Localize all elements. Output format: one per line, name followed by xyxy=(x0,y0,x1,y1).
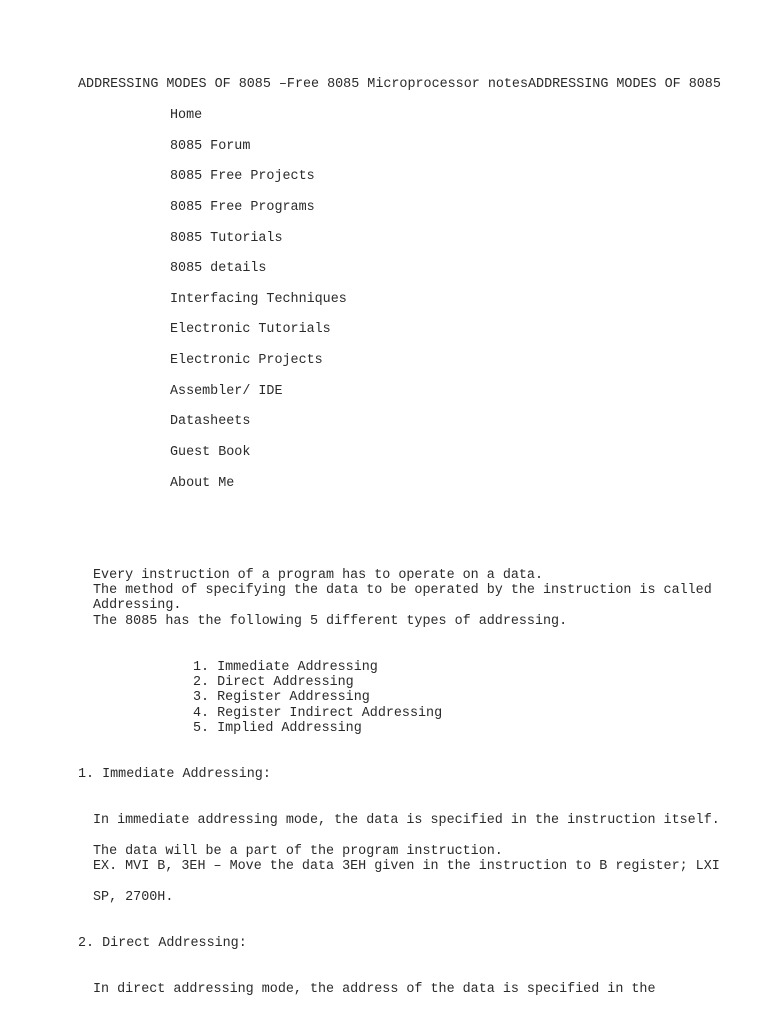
nav-link-8085-free-programs[interactable]: 8085 Free Programs xyxy=(170,200,315,215)
page-title: ADDRESSING MODES OF 8085 –Free 8085 Microprocessor notesADDRESSING MODES OF 8085 xyxy=(78,77,721,92)
addressing-type-item: 3. Register Addressing xyxy=(193,690,370,705)
nav-link-assembler-ide[interactable]: Assembler/ IDE xyxy=(170,384,283,399)
section-heading-direct: 2. Direct Addressing: xyxy=(78,936,247,951)
nav-link-electronic-tutorials[interactable]: Electronic Tutorials xyxy=(170,322,331,337)
nav-link-8085-tutorials[interactable]: 8085 Tutorials xyxy=(170,231,283,246)
section-heading-immediate: 1. Immediate Addressing: xyxy=(78,767,271,782)
intro-line-4: The 8085 has the following 5 different types of addressing. xyxy=(93,614,568,629)
immediate-text-line-2: The data will be a part of the program instruction. xyxy=(93,844,503,859)
addressing-type-item: 4. Register Indirect Addressing xyxy=(193,706,443,721)
immediate-text-line-1: In immediate addressing mode, the data is specified in the instruction itself. xyxy=(93,813,720,828)
nav-link-home[interactable]: Home xyxy=(170,108,203,123)
addressing-type-item: 5. Implied Addressing xyxy=(193,721,362,736)
nav-link-interfacing-techniques[interactable]: Interfacing Techniques xyxy=(170,292,347,307)
nav-link-guest-book[interactable]: Guest Book xyxy=(170,445,251,460)
nav-link-about-me[interactable]: About Me xyxy=(170,476,235,491)
nav-link-electronic-projects[interactable]: Electronic Projects xyxy=(170,353,323,368)
direct-text-line-1: In direct addressing mode, the address of the data is specified in the xyxy=(93,982,656,997)
immediate-text-line-3: EX. MVI B, 3EH – Move the data 3EH given in the instruction to B register; LXI xyxy=(93,859,720,874)
immediate-text-line-4: SP, 2700H. xyxy=(93,890,174,905)
nav-link-datasheets[interactable]: Datasheets xyxy=(170,414,251,429)
addressing-type-item: 2. Direct Addressing xyxy=(193,675,354,690)
nav-link-8085-details[interactable]: 8085 details xyxy=(170,261,267,276)
intro-line-3: Addressing. xyxy=(93,598,182,613)
addressing-type-item: 1. Immediate Addressing xyxy=(193,660,378,675)
intro-line-1: Every instruction of a program has to operate on a data. xyxy=(93,568,543,583)
nav-link-8085-free-projects[interactable]: 8085 Free Projects xyxy=(170,169,315,184)
nav-link-8085-forum[interactable]: 8085 Forum xyxy=(170,139,251,154)
intro-line-2: The method of specifying the data to be operated by the instruction is called xyxy=(93,583,712,598)
